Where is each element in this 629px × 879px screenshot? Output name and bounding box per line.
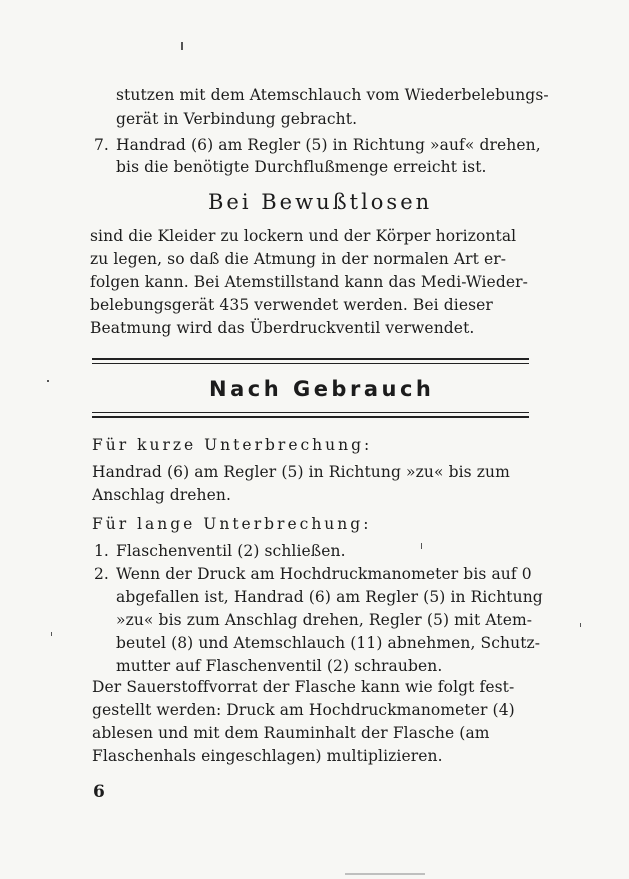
body-line: Handrad (6) am Regler (5) in Richtung »zu« bis zum <box>92 463 510 481</box>
body-line: gerät in Verbindung gebracht. <box>116 110 358 128</box>
step-number: 2. <box>94 565 109 583</box>
step-line: »zu« bis zum Anschlag drehen, Regler (5) mit Atem- <box>116 611 533 629</box>
scan-speck <box>580 623 581 627</box>
scan-speck <box>51 632 52 636</box>
divider-rule <box>92 412 529 413</box>
scan-speck <box>181 42 183 50</box>
body-line: folgen kann. Bei Atemstillstand kann das Medi-Wieder- <box>90 273 528 291</box>
body-line: stutzen mit dem Atemschlauch vom Wiederbelebungs- <box>116 86 549 104</box>
step-line: mutter auf Flaschenventil (2) schrauben. <box>116 657 443 675</box>
step-line: bis die benötigte Durchflußmenge erreicht ist. <box>116 158 487 176</box>
body-line: belebungsgerät 435 verwendet werden. Bei dieser <box>90 296 493 314</box>
divider-rule <box>92 416 529 418</box>
section-heading-nach-gebrauch: Nach Gebrauch <box>209 377 435 401</box>
step-number: 1. <box>94 542 109 560</box>
body-line: Anschlag drehen. <box>92 486 232 504</box>
step-line: abgefallen ist, Handrad (6) am Regler (5) in Richtung <box>116 588 543 606</box>
body-line: Der Sauerstoffvorrat der Flasche kann wie folgt fest- <box>92 678 515 696</box>
scan-speck <box>345 873 425 875</box>
step-line: Wenn der Druck am Hochdruckmanometer bis auf 0 <box>116 565 532 583</box>
section-heading-bewusstlosen: Bei Bewußtlosen <box>208 190 433 214</box>
step-line: Flaschenventil (2) schließen. <box>116 542 346 560</box>
divider-rule <box>92 358 529 360</box>
scan-speck <box>47 380 49 382</box>
scan-speck <box>421 543 422 549</box>
body-line: zu legen, so daß die Atmung in der normalen Art er- <box>90 250 507 268</box>
step-line: beutel (8) und Atemschlauch (11) abnehmen, Schutz- <box>116 634 541 652</box>
body-line: gestellt werden: Druck am Hochdruckmanometer (4) <box>92 701 515 719</box>
body-line: Beatmung wird das Überdruckventil verwendet. <box>90 319 475 337</box>
subheading-long-break: Für lange Unterbrechung: <box>92 515 372 533</box>
body-line: Flaschenhals eingeschlagen) multiplizieren. <box>92 747 443 765</box>
body-line: ablesen und mit dem Rauminhalt der Flasche (am <box>92 724 490 742</box>
step-line: Handrad (6) am Regler (5) in Richtung »auf« drehen, <box>116 136 541 154</box>
step-number: 7. <box>94 136 109 154</box>
subheading-short-break: Für kurze Unterbrechung: <box>92 436 373 454</box>
body-line: sind die Kleider zu lockern und der Körper horizontal <box>90 227 517 245</box>
divider-rule <box>92 363 529 364</box>
page-number: 6 <box>93 782 105 802</box>
